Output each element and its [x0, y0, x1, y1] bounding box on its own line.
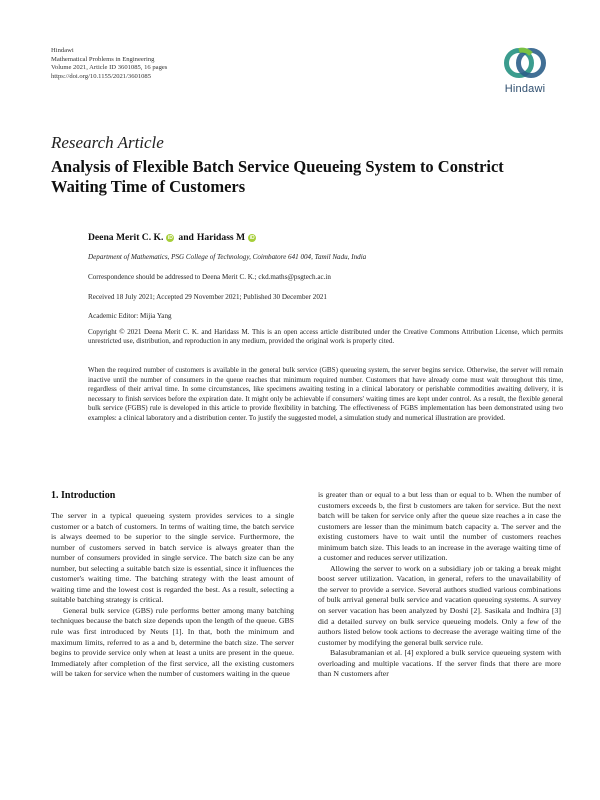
paragraph: Balasubramanian et al. [4] explored a bulk service queueing system with overloading and multiple vacations. If the server finds that there are more than N customers after [318, 648, 561, 679]
body-columns [51, 490, 561, 680]
abstract: When the required number of customers is available in the general bulk service (GBS) queueing system, the server begins service. Otherwise, the server will remain inactive until the number of consumers in the queue reaches that minimum required number. Customers that have already come must wait throughout this time, regardless of their arrival time. In some circumstances, like specimens awaiting testing in a clinical laboratory or perishable commodities awaiting delivery, it is necessary to finish services before the expiration date. It might only be achievable if consumers' waiting times are kept under control. As a result, the flexible general bulk service (FGBS) rule is developed in this article to provide flexibility in batching. The effectiveness of FGBS implementation has been demonstrated using two examples: a clinical laboratory and a distribution center. To justify the suggested model, a simulation study and numerical illustration are provided. [88, 366, 563, 422]
section-heading: 1. Introduction [51, 490, 116, 501]
paragraph: General bulk service (GBS) rule performs better among many batching techniques because the batch size depends upon the length of the queue. GBS rule was first introduced by Neuts [1]. In that, both the minimum and maximum limits, referred to as a and b, determine the batch size. The server begins to provide service only when at least a units are present in the queue. Immediately after completion of the first service, all the existing customers will be taken for service when the number of customers waiting in the queue [51, 605, 294, 679]
correspondence: Correspondence should be addressed to Deena Merit C. K.; ckd.maths@psgtech.ac.in [88, 273, 331, 281]
left-column [51, 490, 294, 680]
logo-wordmark: Hindawi [504, 83, 546, 95]
publication-dates: Received 18 July 2021; Accepted 29 November 2021; Published 30 December 2021 [88, 293, 327, 301]
article-title: Analysis of Flexible Batch Service Queueing System to Constrict Waiting Time of Customers [51, 157, 504, 196]
doi-link[interactable]: https://doi.org/10.1155/2021/3601085 [51, 72, 152, 80]
hindawi-logo-icon [502, 44, 548, 82]
paragraph: is greater than or equal to a but less than or equal to b. When the number of customers exceeds b, the first b customers are taken for service. But the next batch will be taken for service only after the queue size reaches a in case the customers are lesser than the minimum batch capacity a. The server and the existing customers have to wait until the number of customers reaches minimum batch size. This leads to an increase in the average waiting time of a customer and reduces server utilization. [318, 490, 561, 563]
orcid-icon[interactable]: iD [249, 234, 255, 241]
academic-editor: Academic Editor: Mijia Yang [88, 312, 172, 320]
journal-header [51, 47, 167, 81]
paragraph: Allowing the server to work on a subsidiary job or taking a break might boost server utilization. Vacation, in general, refers to the unavailability of the server to provide a service. Several authors studied various combinations of bulk arrival general bulk service and vacation queueing systems. A survey on server vacation has been analyzed by Doshi [2]. Sasikala and Indhira [3] did a detailed survey on bulk service queueing models. Only a few of the authors listed below took actions to decrease the average waiting time of the customer by modifying the general bulk service rule. [318, 563, 561, 647]
journal-name: Mathematical Problems in Engineering [51, 55, 155, 63]
orcid-icon[interactable]: iD [167, 234, 173, 241]
paragraph: The server in a typical queueing system provides services to a single customer or a batch of customers. In terms of waiting time, the batch service is always deemed to be superior to the single service. Furthermore, the number of customers served in batch service is always greater than the number of consumers provided in single service. The batch size can be any number, but selecting a suitable batch size is essential, since it influences the customer's waiting time. The batching strategy with the least amount of waiting time and the lowest cost is regarded the best. As a result, selecting a suitable batching strategy is critical. [51, 511, 294, 605]
author-2[interactable]: Haridass M [196, 232, 246, 243]
authors-line [88, 232, 260, 243]
right-column [318, 490, 561, 680]
publisher-logo [496, 44, 554, 106]
copyright-notice: Copyright © 2021 Deena Merit C. K. and Haridass M. This is an open access article distributed under the Creative Commons Attribution License, which permits unrestricted use, distribution, and reproduction in any medium, provided the original work is properly cited. [88, 328, 563, 346]
affiliation: Department of Mathematics, PSG College of Technology, Coimbatore 641 004, Tamil Nadu, India [88, 253, 367, 261]
article-type: Research Article [51, 133, 164, 152]
author-1[interactable]: Deena Merit C. K. [88, 232, 164, 243]
publisher-name: Hindawi [51, 47, 74, 54]
author-conjunction: and [178, 232, 194, 243]
volume-line: Volume 2021, Article ID 3601085, 16 pages [51, 64, 168, 72]
